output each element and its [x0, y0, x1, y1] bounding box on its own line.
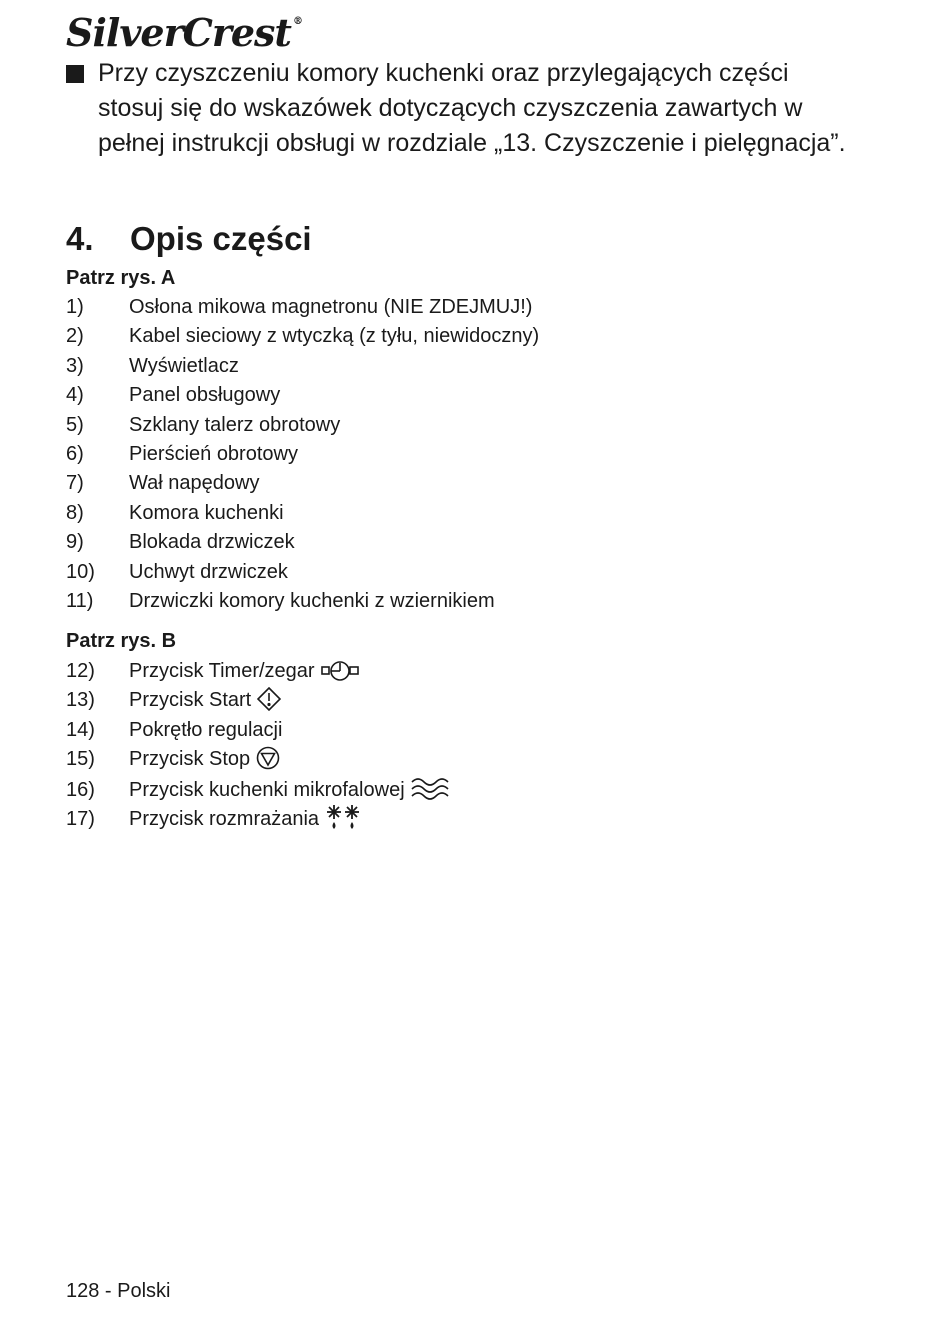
item-label: Komora kuchenki	[129, 501, 284, 524]
list-item	[66, 322, 539, 351]
item-label: Wał napędowy	[129, 472, 260, 495]
parts-list-b	[66, 657, 449, 833]
logo-text: SilverCrest	[66, 10, 291, 55]
item-label: Przycisk Timer/zegar	[129, 660, 315, 682]
list-item	[66, 440, 539, 469]
list-item	[66, 745, 449, 774]
start-diamond-icon	[257, 687, 281, 711]
section-number: 4.	[66, 220, 94, 257]
section-heading	[66, 218, 312, 260]
item-label: Pierścień obrotowy	[129, 442, 298, 465]
list-item	[66, 293, 539, 322]
item-number: 10)	[66, 560, 95, 583]
item-number: 5)	[66, 413, 84, 436]
item-label: Przycisk kuchenki mikrofalowej	[129, 778, 405, 801]
defrost-snowflake-icon	[325, 804, 361, 830]
item-number: 6)	[66, 442, 84, 465]
item-number: 9)	[66, 531, 84, 554]
item-number: 7)	[66, 472, 84, 495]
item-label: Kabel sieciowy z wtyczką (z tyłu, niewidoczny)	[129, 325, 540, 348]
page-footer: 128 - Polski	[66, 1280, 171, 1302]
square-bullet-icon	[66, 65, 84, 83]
item-number: 17)	[66, 807, 95, 830]
list-item	[66, 587, 539, 616]
stop-triangle-icon	[256, 746, 280, 770]
list-item	[66, 528, 539, 557]
list-item	[66, 775, 449, 804]
list-item	[66, 716, 449, 745]
figure-a-heading: Patrz rys. A	[66, 267, 176, 289]
item-label: Przycisk rozmrażania	[129, 807, 320, 830]
list-item	[66, 411, 539, 440]
list-item	[66, 804, 449, 833]
item-label: Panel obsługowy	[129, 384, 281, 407]
item-number: 1)	[66, 296, 84, 318]
item-number: 14)	[66, 718, 95, 741]
figure-b-heading: Patrz rys. B	[66, 630, 177, 652]
list-item	[66, 657, 449, 686]
item-number: 13)	[66, 689, 95, 712]
timer-clock-icon	[321, 660, 361, 682]
item-number: 11)	[66, 589, 94, 612]
section-title: Opis części	[130, 220, 312, 257]
item-label: Przycisk Start	[129, 689, 252, 712]
item-number: 2)	[66, 325, 84, 348]
item-label: Szklany talerz obrotowy	[129, 413, 341, 436]
list-item	[66, 381, 539, 410]
item-label: Osłona mikowa magnetronu (NIE ZDEJMUJ!)	[129, 296, 533, 318]
item-number: 16)	[66, 778, 95, 801]
parts-list-a	[66, 293, 539, 616]
item-number: 4)	[66, 384, 84, 407]
list-item	[66, 499, 539, 528]
item-number: 8)	[66, 501, 84, 524]
list-item	[66, 469, 539, 498]
microwave-waves-icon	[411, 775, 449, 801]
list-item	[66, 352, 539, 381]
item-label: Pokrętło regulacji	[129, 718, 283, 741]
silvercrest-logo	[66, 2, 302, 53]
item-label: Uchwyt drzwiczek	[129, 560, 288, 583]
item-label: Drzwiczki komory kuchenki z wziernikiem	[129, 589, 495, 612]
item-label: Przycisk Stop	[129, 748, 251, 771]
registered-mark: ®	[292, 16, 302, 27]
item-number: 3)	[66, 354, 84, 377]
item-label: Wyświetlacz	[129, 354, 239, 377]
item-number: 12)	[66, 660, 95, 682]
list-item	[66, 558, 539, 587]
cleaning-note-text: Przy czyszczeniu komory kuchenki oraz przylegających części stosuj się do wskazówek dotyczących czyszczenia zawartych w pełnej instrukcji obsługi w rozdziale „13. Czyszczenie i pielęgnacja”.	[98, 59, 846, 157]
item-number: 15)	[66, 748, 95, 771]
list-item	[66, 686, 449, 715]
item-label: Blokada drzwiczek	[129, 531, 295, 554]
cleaning-note	[66, 56, 856, 161]
